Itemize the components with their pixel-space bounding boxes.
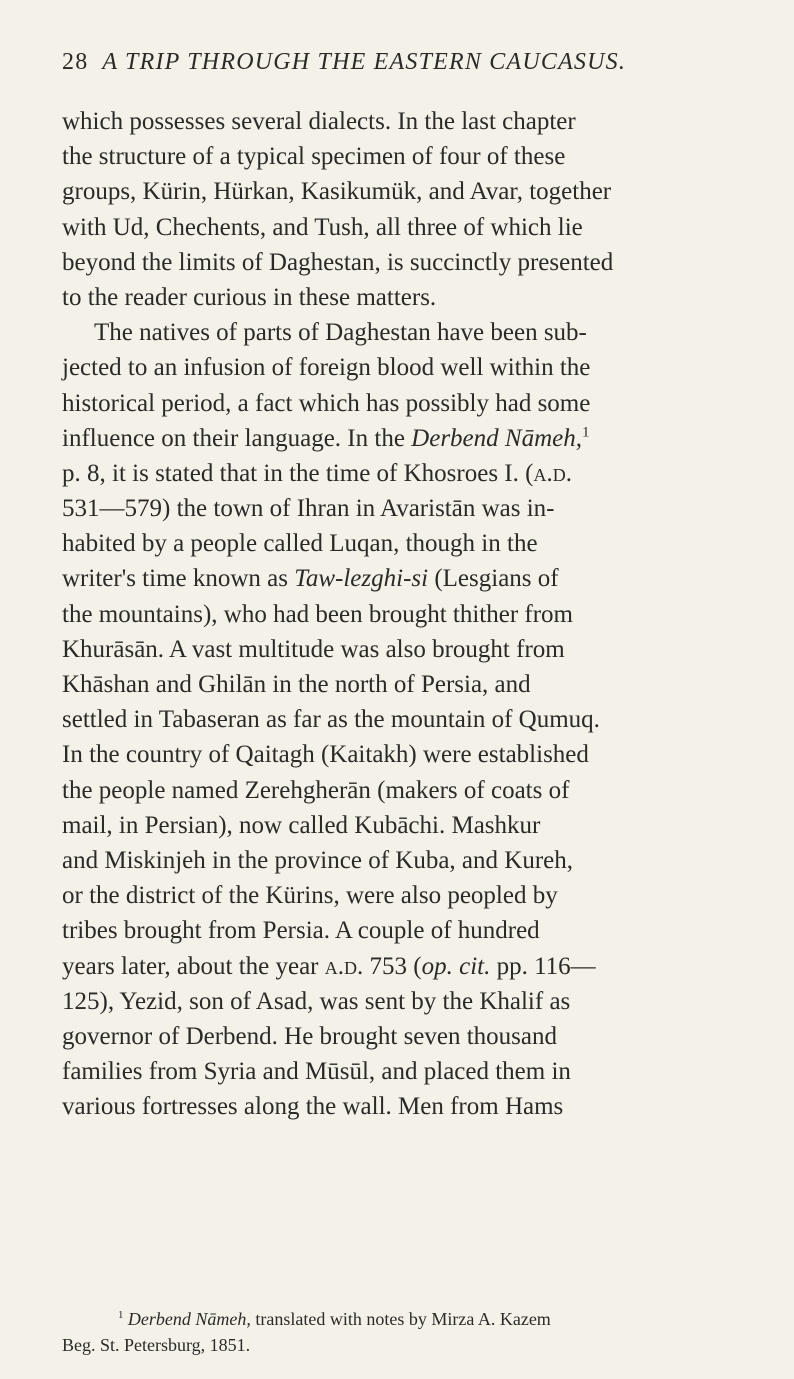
- text-line: [62, 667, 738, 702]
- text-line: [62, 456, 738, 491]
- work-title-derbend-nameh: Derbend Nāmeh,: [411, 424, 582, 452]
- line-text: tribes brought from Persia. A couple of hundred: [62, 917, 540, 945]
- footnote-continuation: [62, 1332, 738, 1358]
- line-text: In the country of Qaitagh (Kaitakh) were established: [62, 741, 589, 769]
- line-text: historical period, a fact which has possibly had some: [62, 389, 591, 417]
- term-taw-lezghi-si: Taw-lezghi-si: [294, 565, 429, 593]
- text-line: [62, 843, 738, 878]
- text-line: [62, 174, 738, 209]
- era-abbrev: a.d.: [533, 459, 572, 487]
- text-line: [62, 315, 738, 350]
- text-line: [62, 878, 738, 913]
- text-line: [62, 104, 738, 139]
- line-text: or the district of the Kürins, were also peopled by: [62, 882, 558, 910]
- text-line: [62, 139, 738, 174]
- line-text: groups, Kürin, Hürkan, Kasikumük, and Avar, together: [62, 178, 612, 206]
- footnote-number: 1: [118, 1309, 124, 1321]
- text-line: [62, 702, 738, 737]
- text-line: [62, 773, 738, 808]
- text-line: [62, 808, 738, 843]
- line-text: years later, about the year: [62, 952, 325, 980]
- line-text: the structure of a typical specimen of four of these: [62, 143, 566, 171]
- line-text-tail: 753 (: [363, 952, 422, 980]
- line-text: governor of Derbend. He brought seven thousand: [62, 1022, 558, 1050]
- text-line: [62, 491, 738, 526]
- running-head: [62, 48, 742, 76]
- page-number: 28: [62, 49, 89, 75]
- text-line: [62, 1089, 738, 1124]
- footnote-text: Beg. St. Petersburg, 1851.: [62, 1335, 251, 1355]
- text-line: [62, 245, 738, 280]
- line-text: Khāshan and Ghilān in the north of Persia, and: [62, 671, 531, 698]
- line-text: with Ud, Chechents, and Tush, all three of which lie: [62, 213, 583, 241]
- line-text: beyond the limits of Daghestan, is succinctly presented: [62, 248, 614, 276]
- text-line: [62, 632, 738, 667]
- line-text: which possesses several dialects. In the last chapter: [62, 108, 576, 135]
- line-text: Khurāsān. A vast multitude was also brought from: [62, 635, 565, 663]
- line-text-tail: (Lesgians of: [428, 565, 559, 593]
- line-text: p. 8, it is stated that in the time of Khosroes I. (: [62, 459, 534, 487]
- footnote: [62, 1306, 738, 1332]
- text-line: [62, 561, 738, 596]
- text-line: [62, 984, 738, 1019]
- citation-op-cit: op. cit.: [421, 952, 491, 980]
- text-line: [62, 386, 738, 421]
- line-text: to the reader curious in these matters.: [62, 283, 437, 311]
- text-line: [62, 350, 738, 385]
- line-text: the people named Zerehgherān (makers of coats of: [62, 776, 570, 804]
- line-text-tail: pp. 116—: [490, 952, 596, 980]
- line-text: the mountains), who had been brought thither from: [62, 600, 573, 628]
- text-line: [62, 210, 738, 245]
- line-text: 125), Yezid, son of Asad, was sent by the Khalif as: [62, 987, 571, 1015]
- text-line: [62, 421, 738, 456]
- text-line: [62, 1054, 738, 1089]
- line-text: The natives of parts of Daghestan have been sub-: [94, 319, 587, 347]
- text-line: [62, 1019, 738, 1054]
- text-line: [62, 949, 738, 984]
- body-text: [62, 104, 738, 1124]
- footnotes: [62, 1306, 738, 1358]
- line-text: influence on their language. In the: [62, 424, 412, 452]
- footnote-work-title: Derbend Nāmeh,: [127, 1309, 251, 1329]
- line-text: families from Syria and Mūsūl, and placed them in: [62, 1058, 571, 1086]
- era-abbrev: a.d.: [324, 952, 364, 980]
- text-line: [62, 597, 738, 632]
- line-text: and Miskinjeh in the province of Kuba, and Kureh,: [62, 846, 573, 874]
- text-line: [62, 737, 738, 772]
- line-text: jected to an infusion of foreign blood well within the: [62, 354, 591, 382]
- line-text: writer's time known as: [62, 565, 295, 593]
- line-text: settled in Tabaseran as far as the mountain of Qumuq.: [62, 706, 600, 734]
- line-text: mail, in Persian), now called Kubāchi. Mashkur: [62, 811, 541, 839]
- footnote-text: translated with notes by Mirza A. Kazem: [250, 1309, 551, 1329]
- text-line: [62, 526, 738, 561]
- running-title: A TRIP THROUGH THE EASTERN CAUCASUS.: [102, 49, 627, 75]
- footnote-mark: 1: [581, 424, 590, 441]
- line-text: various fortresses along the wall. Men from Hams: [62, 1093, 564, 1121]
- text-line: [62, 913, 738, 948]
- line-text: habited by a people called Luqan, though in the: [62, 530, 538, 558]
- text-line: [62, 280, 738, 315]
- line-text: 531—579) the town of Ihran in Avaristān was in-: [62, 495, 555, 523]
